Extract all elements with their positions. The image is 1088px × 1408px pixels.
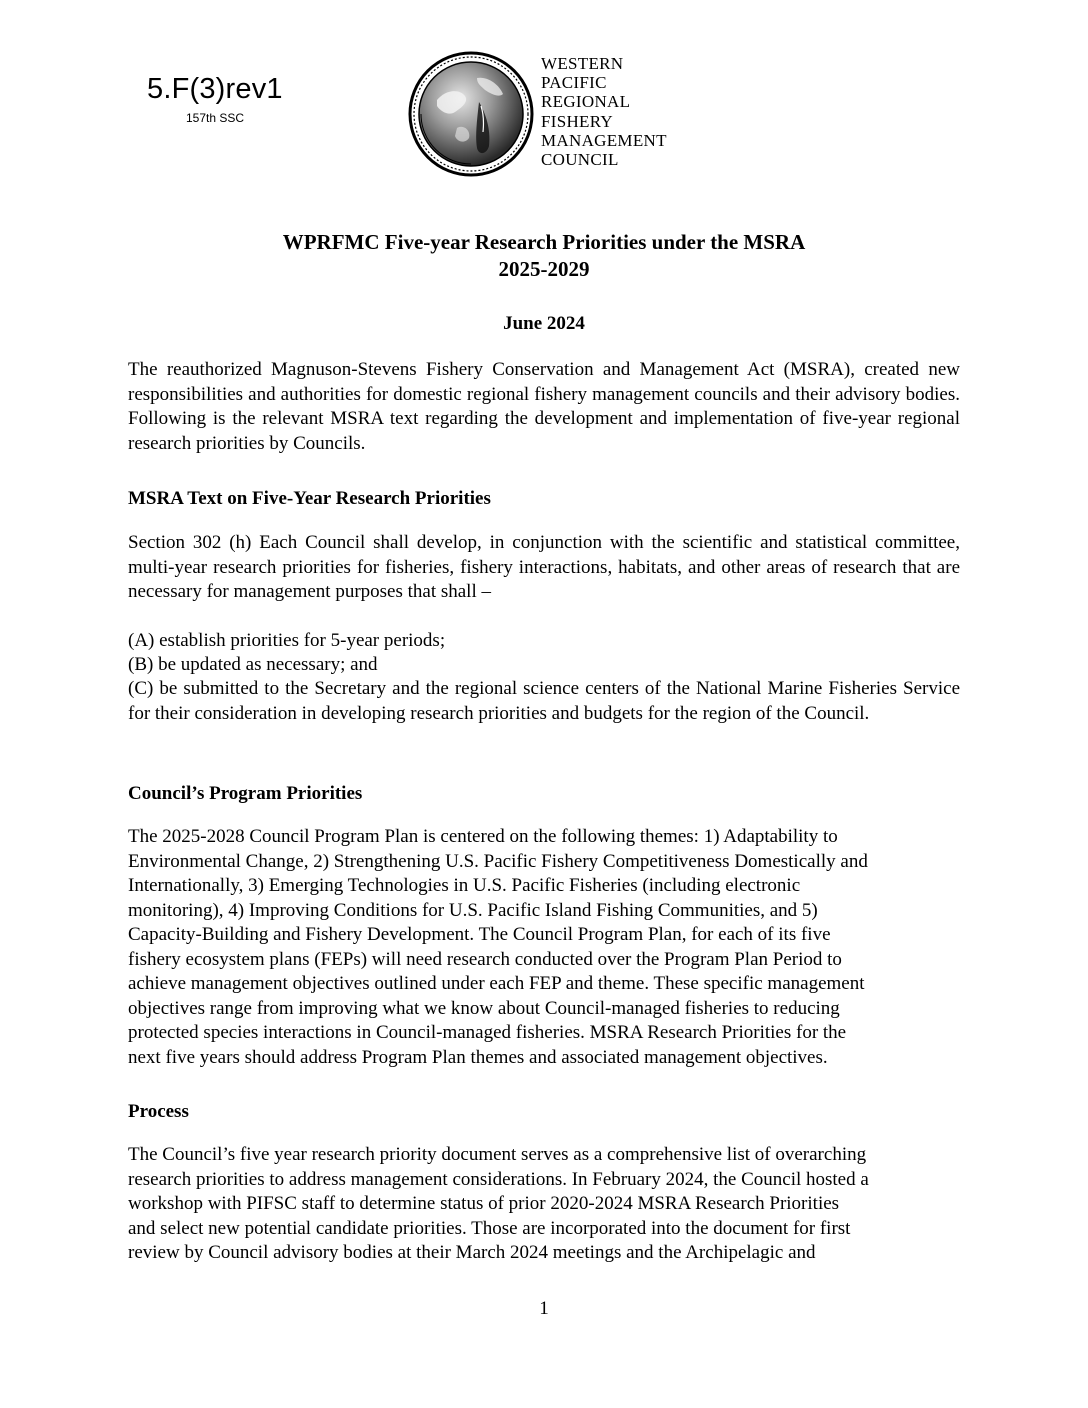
paragraph-line: achieve management objectives outlined under each FEP and theme. These specific management (128, 973, 865, 994)
document-title-years: 2025-2029 (498, 257, 590, 281)
paragraph-line: Internationally, 3) Emerging Technologies in U.S. Pacific Fisheries (including electronic (128, 875, 801, 896)
msra-section-paragraph: Section 302 (h) Each Council shall develop, in conjunction with the scientific and statistical committee, multi-year research priorities for fisheries, fishery interactions, habitats, and other areas of research that are necessary for management purposes that shall – (128, 532, 960, 603)
intro-paragraph: The reauthorized Magnuson-Stevens Fishery Conservation and Management Act (MSRA), created new responsibilities and authorities for domestic regional fishery management councils and their advisory bodies. Following is the relevant MSRA text regarding the development and implementation of five-year regional research priorities by Councils. (128, 359, 960, 454)
paragraph-line: objectives range from improving what we know about Council-managed fisheries to reducing (128, 997, 840, 1019)
wordmark-line: FISHERY (541, 111, 614, 131)
wordmark-line: PACIFIC (541, 73, 607, 93)
section-heading-msra: MSRA Text on Five-Year Research Priorities (128, 488, 491, 509)
paragraph-line: Environmental Change, 2) Strengthening U.S. Pacific Fishery Competitiveness Domestically and (128, 850, 868, 872)
paragraph-line: next five years should address Program Plan themes and associated management objectives. (128, 1046, 828, 1068)
paragraph-line: Capacity-Building and Fishery Development. The Council Program Plan, for each of its five (128, 924, 831, 945)
paragraph-line: review by Council advisory bodies at their March 2024 meetings and the Archipelagic and (128, 1242, 816, 1263)
paragraph-line: workshop with PIFSC staff to determine status of prior 2020-2024 MSRA Research Priorities (128, 1193, 840, 1214)
paragraph-line: research priorities to address management considerations. In February 2024, the Council hosted a (128, 1168, 869, 1190)
document-title: WPRFMC Five-year Research Priorities under the MSRA (282, 230, 806, 254)
wordmark-line: MANAGEMENT (541, 130, 667, 150)
msra-list-item: (A) establish priorities for 5-year periods; (128, 630, 446, 651)
wordmark-line: COUNCIL (541, 150, 619, 170)
paragraph-line: monitoring), 4) Improving Conditions for U.S. Pacific Island Fishing Communities, and 5) (128, 899, 818, 921)
paragraph-line: The 2025-2028 Council Program Plan is centered on the following themes: 1) Adaptability to (128, 826, 838, 847)
section-heading-program: Council’s Program Priorities (128, 783, 363, 804)
page-number: 1 (539, 1298, 549, 1319)
paragraph-line: fishery ecosystem plans (FEPs) will need research conducted over the Program Plan Period to (128, 948, 842, 970)
msra-list-item: (C) be submitted to the Secretary and the regional science centers of the National Marine Fisheries Service for their consideration in developing research priorities and budgets for the region of the Council. (128, 678, 960, 724)
document-date: June 2024 (503, 313, 585, 334)
council-name-wordmark (541, 54, 667, 169)
wordmark-line: WESTERN (541, 54, 624, 73)
section-heading-process: Process (128, 1101, 189, 1122)
paragraph-line: protected species interactions in Council-managed fisheries. MSRA Research Priorities for the (128, 1022, 847, 1043)
paragraph-line: The Council’s five year research priority document serves as a comprehensive list of overarching (128, 1144, 867, 1165)
council-globe-logo (407, 50, 535, 178)
msra-list-item: (B) be updated as necessary; and (128, 654, 378, 675)
document-id: 5.F(3)rev1 (147, 73, 283, 105)
wordmark-line: REGIONAL (541, 92, 631, 112)
meeting-label: 157th SSC (186, 111, 245, 125)
paragraph-line: and select new potential candidate priorities. Those are incorporated into the document for first (128, 1217, 851, 1239)
